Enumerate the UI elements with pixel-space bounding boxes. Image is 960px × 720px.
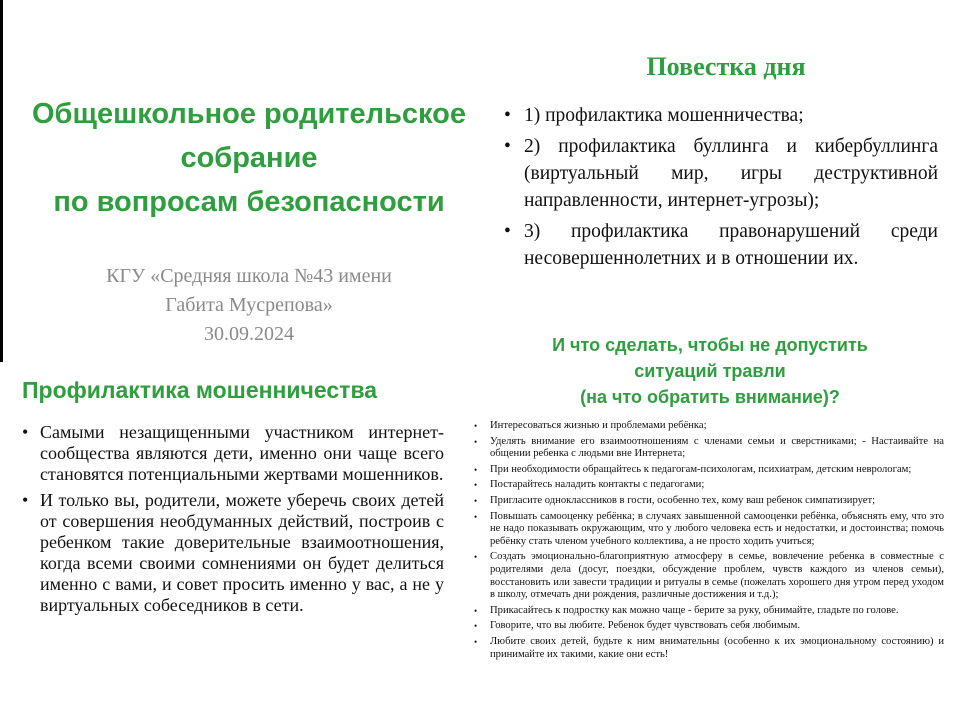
agenda-list xyxy=(492,102,960,272)
bullying-item xyxy=(460,511,960,549)
bullying-item xyxy=(460,420,960,433)
bullying-item xyxy=(460,620,960,633)
bullying-item xyxy=(460,636,960,661)
bullying-item-text: Уделять внимание его взаимоотношениям с членами семьи и сверстниками; - Настаивайте на общении ребенка с людьми вне Интернета; xyxy=(490,435,944,460)
bullying-item-text: Постарайтесь наладить контакты с педагогами; xyxy=(490,479,705,491)
bullet-icon: • xyxy=(474,421,478,431)
fraud-item xyxy=(0,490,460,616)
agenda-item xyxy=(492,102,960,129)
bullet-icon: • xyxy=(22,422,29,442)
agenda-item-text: 1) профилактика мошенничества; xyxy=(524,105,804,126)
fraud-list xyxy=(0,422,460,616)
bullying-item-text: Прикасайтесь к подростку как можно чаще - берите за руку, обнимайте, гладьте по голове. xyxy=(490,604,899,616)
bullying-item-text: При необходимости обращайтесь к педагогам-психологам, психиатрам, детским неврологам; xyxy=(490,463,912,475)
bullet-icon: • xyxy=(474,636,478,647)
bullying-heading-line: И что сделать, чтобы не допустить xyxy=(552,335,868,355)
agenda-item-text: 2) профилактика буллинга и кибербуллинга (виртуальный мир, игры деструктивной направленности, интернет-угрозы); xyxy=(524,136,938,211)
bullet-icon: • xyxy=(504,221,511,242)
bullet-icon: • xyxy=(474,552,478,563)
bullet-icon: • xyxy=(474,511,478,522)
agenda-item-text: 3) профилактика правонарушений среди несовершеннолетних и в отношении их. xyxy=(524,221,938,269)
bullying-item-text: Пригласите одноклассников в гости, особенно тех, кому ваш ребенок симпатизирует; xyxy=(490,494,876,506)
fraud-prevention-panel xyxy=(0,362,460,720)
bullet-icon: • xyxy=(22,490,29,510)
bullying-item xyxy=(460,479,960,492)
organization-block xyxy=(3,262,495,349)
bullying-list xyxy=(460,420,960,661)
meeting-title-panel xyxy=(0,0,492,362)
agenda-heading: Повестка дня xyxy=(646,52,806,81)
bullying-item-text: Создать эмоционально-благоприятную атмосферу в семье, вовлечение ребенка в совместные с родителями дела (досуг, поездки, обсуждение проблем, чувств каждого из членов семьи), восстановить или завести традиции и ритуалы в семье (пожелать хорошего дня утром перед уходом в школу, отмечать дни рождения, различные достижения и т.д.); xyxy=(490,551,944,601)
meeting-title-line: Общешкольное родительское xyxy=(32,98,466,130)
bullet-icon: • xyxy=(474,436,478,447)
bullying-heading-line: ситуаций травли xyxy=(634,361,786,381)
fraud-item xyxy=(0,422,460,485)
bullet-icon: • xyxy=(474,480,478,491)
bullet-icon: • xyxy=(474,621,478,632)
bullying-heading xyxy=(460,332,960,410)
bullying-item-text: Любите своих детей, будьте к ним внимательны (особенно к их эмоциональному состоянию) и принимайте их такими, какие они есть! xyxy=(490,635,944,660)
meeting-title-line: по вопросам безопасности xyxy=(53,186,445,218)
meeting-title-line: собрание xyxy=(180,142,318,174)
meeting-date: 30.09.2024 xyxy=(204,323,294,345)
organization-line: КГУ «Средняя школа №43 имени xyxy=(106,265,392,287)
agenda-panel xyxy=(492,40,960,340)
bullet-icon: • xyxy=(474,495,478,506)
bullying-heading-line: (на что обратить внимание)? xyxy=(580,387,840,407)
bullet-icon: • xyxy=(474,464,478,475)
fraud-item-text: И только вы, родители, можете уберечь своих детей от совершения необдуманных действий, построив с ребенком такие доверительные взаимоотношения, когда всеми своими сомнениями он будет делиться именно с вами, и совет просить именно у вас, а не у виртуальных собеседников в сети. xyxy=(40,490,444,615)
bullying-item xyxy=(460,495,960,508)
bullying-item-text: Повышать самооценку ребёнка; в случаях завышенной самооценки ребёнка, объяснять ему, что это не надо показывать окружающим, что у любого человека есть и недостатки, и достоинства; помочь ребёнку стать членом учебного коллектива, а не просто ходить учиться; xyxy=(490,510,944,547)
bullet-icon: • xyxy=(504,105,511,126)
bullying-item-text: Интересоваться жизнью и проблемами ребёнка; xyxy=(490,420,707,431)
bullying-item xyxy=(460,605,960,618)
meeting-title xyxy=(3,92,495,224)
organization-line: Габита Мусрепова» xyxy=(165,294,333,316)
agenda-item xyxy=(492,218,960,272)
bullying-item xyxy=(460,436,960,461)
bullying-item xyxy=(460,551,960,601)
bullet-icon: • xyxy=(474,605,478,616)
bullying-item xyxy=(460,464,960,477)
bullet-icon: • xyxy=(504,136,511,157)
fraud-item-text: Самыми незащищенными участником интернет-сообщества являются дети, именно они чаще всего становятся потенциальными жертвами мошенников. xyxy=(40,422,444,484)
bullying-prevention-panel xyxy=(460,326,960,694)
fraud-heading: Профилактика мошенничества xyxy=(22,377,378,403)
agenda-item xyxy=(492,133,960,214)
bullying-item-text: Говорите, что вы любите. Ребенок будет чувствовать себя любимым. xyxy=(490,620,801,632)
